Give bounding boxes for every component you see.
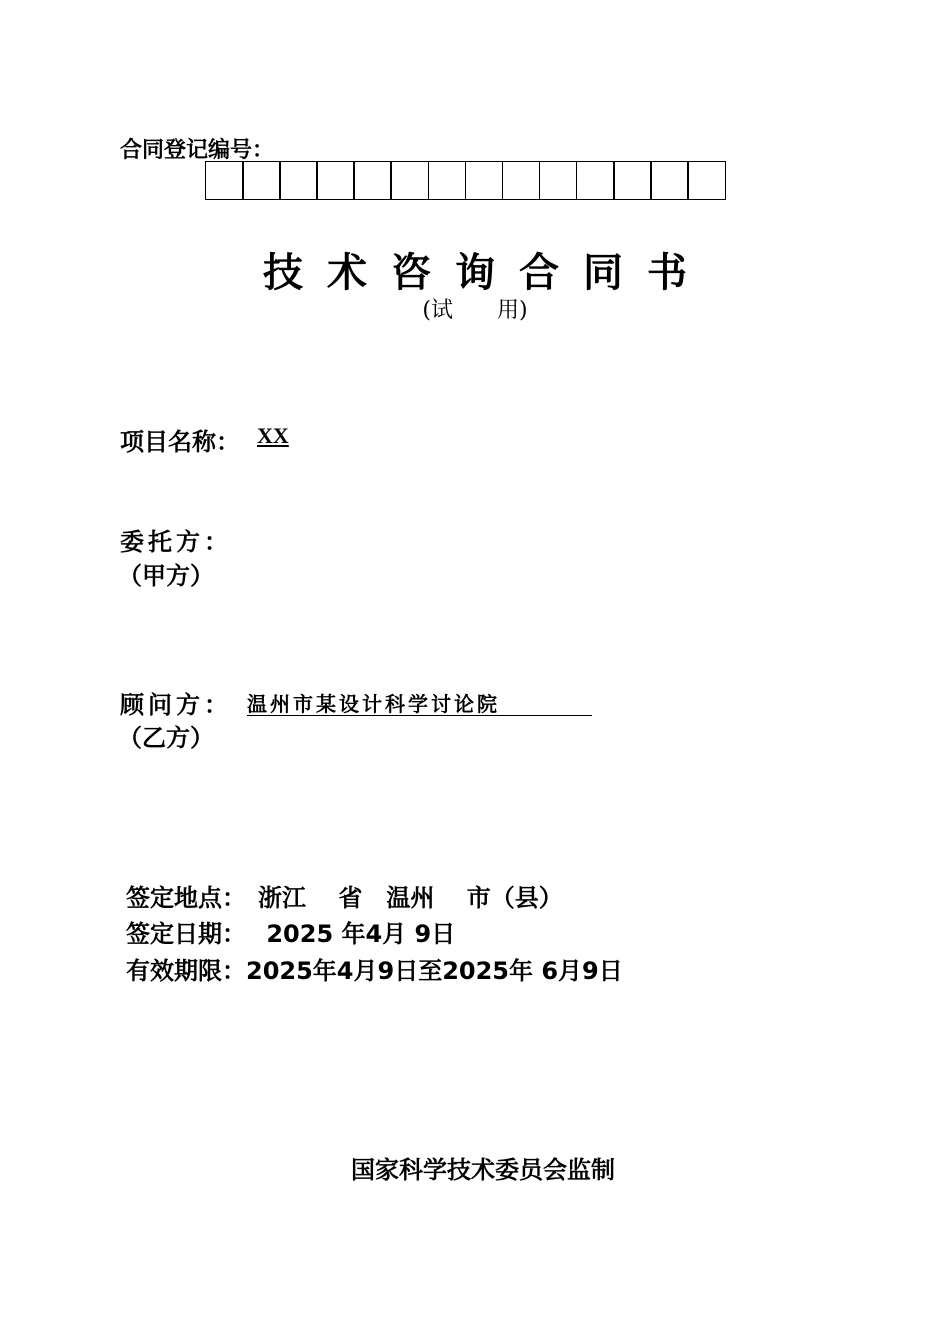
project-name-value: XX bbox=[257, 423, 289, 448]
consultant-label: 顾问方： bbox=[120, 691, 232, 719]
registration-number-box bbox=[465, 161, 504, 200]
registration-number-label: 合同登记编号： bbox=[120, 138, 275, 163]
consultant-name-value: 温州市某设计科学讨论院 bbox=[247, 692, 500, 716]
validity-line bbox=[126, 951, 623, 986]
signing-place-value: 浙江 省 温州 市（县） bbox=[234, 884, 563, 912]
validity-value: 2025年4月9日至2025年 6月9日 bbox=[246, 957, 623, 985]
supervisor-footer: 国家科学技术委员会监制 bbox=[351, 1156, 615, 1184]
signing-date-line bbox=[126, 914, 455, 949]
registration-number-box bbox=[428, 161, 467, 200]
registration-number-box bbox=[502, 161, 541, 200]
registration-number-box bbox=[242, 161, 281, 200]
signing-date-value: 2025 年4月 9日 bbox=[234, 920, 456, 948]
project-name-label: 项目名称： bbox=[120, 428, 240, 456]
document-title: 技术咨询合同书 bbox=[263, 250, 711, 296]
signing-place-line bbox=[126, 878, 563, 913]
registration-number-box bbox=[539, 161, 578, 200]
registration-number-box bbox=[576, 161, 615, 200]
registration-number-box bbox=[316, 161, 355, 200]
registration-number-box bbox=[205, 161, 244, 200]
client-party-a-label: （甲方） bbox=[118, 562, 214, 590]
signing-date-label: 签定日期： bbox=[126, 920, 234, 948]
registration-number-box bbox=[390, 161, 429, 200]
signing-place-label: 签定地点： bbox=[126, 884, 234, 912]
registration-number-boxes bbox=[205, 161, 726, 200]
consultant-party-b-label: （乙方） bbox=[118, 724, 214, 752]
registration-number-box bbox=[353, 161, 392, 200]
validity-label: 有效期限： bbox=[126, 957, 246, 985]
registration-number-box bbox=[687, 161, 726, 200]
client-label: 委托方： bbox=[120, 528, 232, 556]
registration-number-box bbox=[613, 161, 652, 200]
document-subtitle: (试 用) bbox=[422, 298, 528, 323]
registration-number-box bbox=[650, 161, 689, 200]
consultant-underline bbox=[247, 715, 592, 716]
registration-number-box bbox=[279, 161, 318, 200]
